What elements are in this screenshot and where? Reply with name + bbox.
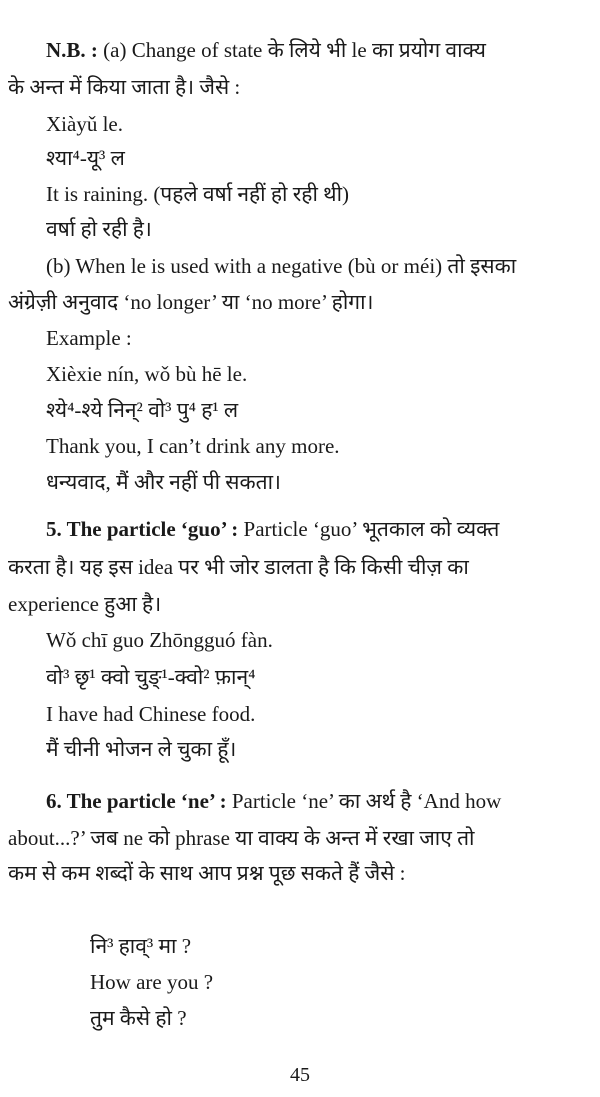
section-5-line-1-text: Particle ‘guo’ भूतकाल को व्यक्त (243, 517, 500, 541)
section-5-example-english: I have had Chinese food. (46, 702, 256, 726)
section-6-line-2: about...?’ जब ne को phrase या वाक्य के अन्त में रखा जाए तो (8, 826, 475, 850)
section-6-heading: 6. The particle ‘ne’ : (46, 789, 227, 813)
nb-example-1-pinyin: Xiàyǔ le. (46, 112, 123, 136)
nb-example-2-pronunciation: श्ये⁴-श्ये निन्² वो³ पु⁴ ह¹ ल (46, 398, 239, 422)
section-5-line-2: करता है। यह इस idea पर भी जोर डालता है कि किसी चीज़ का (8, 555, 469, 579)
nb-b-line-1: (b) When le is used with a negative (bù or méi) तो इसका (46, 254, 517, 278)
section-6-item-1-english: How are you ? (90, 970, 214, 994)
nb-example-1-pronunciation: श्या⁴-यू³ ल (46, 146, 125, 170)
nb-line-2: के अन्त में किया जाता है। जैसे : (8, 75, 241, 99)
nb-label: N.B. : (46, 38, 98, 62)
nb-example-2-pinyin: Xièxie nín, wǒ bù hē le. (46, 362, 248, 386)
section-6-item-1-pronunciation: नि³ हाव्³ मा ? (90, 934, 192, 958)
section-6-item-1-hindi: तुम कैसे हो ? (90, 1006, 187, 1030)
example-label: Example : (46, 326, 132, 350)
section-5-line-3: experience हुआ है। (8, 592, 162, 616)
page-number: 45 (290, 1064, 310, 1086)
nb-example-2-hindi: धन्यवाद, मैं और नहीं पी सकता। (46, 470, 281, 494)
section-6-line-1-text: Particle ‘ne’ का अर्थ है ‘And how (231, 789, 502, 813)
section-6-line-1 (0, 787, 600, 815)
nb-example-2-english: Thank you, I can’t drink any more. (46, 434, 340, 458)
nb-line-1 (0, 36, 600, 64)
nb-example-1-english: It is raining. (पहले वर्षा नहीं हो रही थी) (46, 182, 349, 206)
section-5-example-hindi: मैं चीनी भोजन ले चुका हूँ। (46, 737, 237, 761)
section-5-heading: 5. The particle ‘guo’ : (46, 517, 239, 541)
section-5-example-pinyin: Wǒ chī guo Zhōngguó fàn. (46, 628, 273, 652)
nb-b-line-2: अंग्रेज़ी अनुवाद ‘no longer’ या ‘no more’ होगा। (8, 290, 374, 314)
nb-line-1-text: (a) Change of state के लिये भी le का प्रयोग वाक्य (103, 38, 486, 62)
section-5-example-pronunciation: वो³ छृ¹ क्वो चुङ्¹-क्वो² फ़ान्⁴ (46, 665, 256, 689)
section-6-line-3: कम से कम शब्दों के साथ आप प्रश्न पूछ सकते हैं जैसे : (8, 861, 406, 885)
section-5-line-1 (0, 515, 600, 543)
nb-example-1-hindi: वर्षा हो रही है। (46, 217, 152, 241)
